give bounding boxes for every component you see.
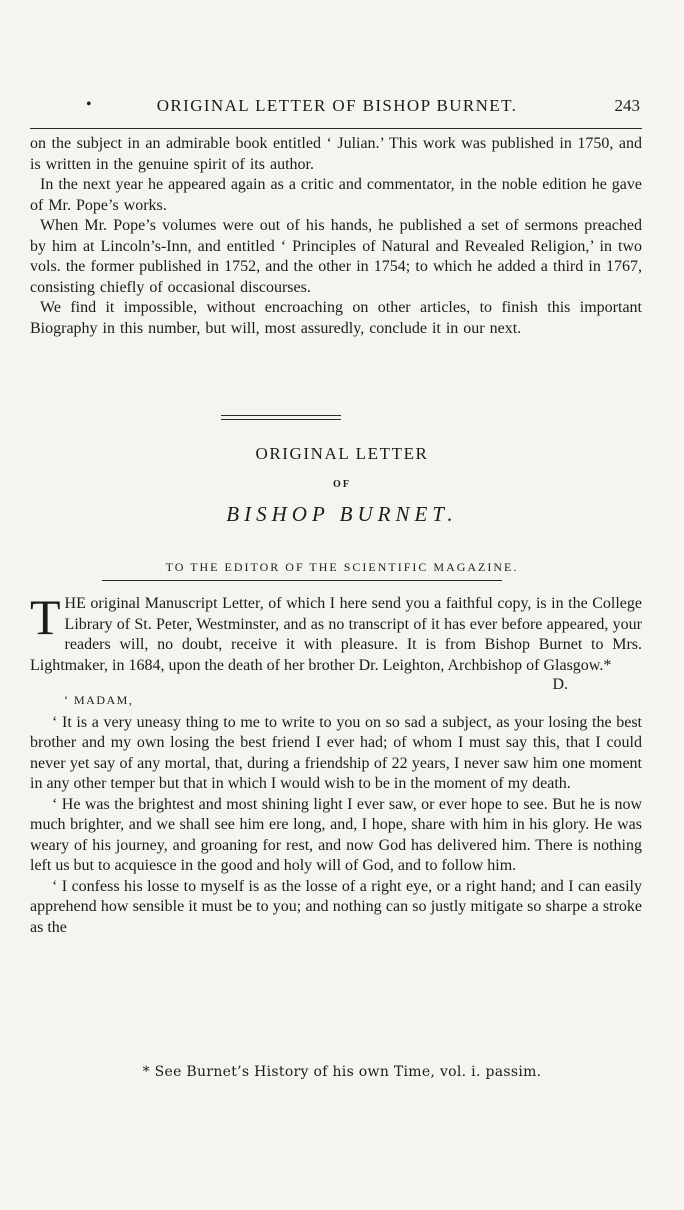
dedication-rule xyxy=(102,580,502,581)
section-divider xyxy=(221,415,341,420)
running-head-dot: • xyxy=(86,96,92,113)
letter-paragraph: ‘ He was the brightest and most shining light I ever saw, or ever hope to see. But he is now much brighter, and we shall see him ere long, and, I hope, share with him in his glory. He was weary of his journey, and groaning for rest, and now God has delivered him. There is nothing left us but to acquiesce in the good and holy will of God, and to follow him. xyxy=(30,795,642,874)
intro-paragraph: on the subject in an admirable book entitled ‘ Julian.’ This work was published in 1750, and is written in the genuine spirit of its author. xyxy=(30,135,642,173)
letter-paragraph: ‘ I confess his losse to myself is as the losse of a right eye, or a right hand; and I can easily apprehend how sensible it must be to you; and nothing can so justly mitigate so sharpe a stroke as the xyxy=(30,877,642,936)
intro-paragraph: We find it impossible, without encroaching on other articles, to finish this important Biography in this number, but will, most assuredly, conclude it in our next. xyxy=(30,299,642,337)
editor-note xyxy=(30,589,642,694)
footnote: * See Burnet’s History of his own Time, vol. i. passim. xyxy=(142,1064,542,1080)
article-title-of: OF xyxy=(333,479,351,490)
intro-paragraph: When Mr. Pope’s volumes were out of his hands, he published a set of sermons preached by him at Lincoln’s-Inn, and entitled ‘ Principles of Natural and Revealed Religion,’ in two vols. the former published in 1752, and the other in 1754; to which he added a third in 1767, consisting chiefly of occasional discourses. xyxy=(30,217,642,296)
editor-signature: D. xyxy=(552,676,568,693)
running-head-title: ORIGINAL LETTER OF BISHOP BURNET. xyxy=(156,96,518,115)
page-number: 243 xyxy=(614,96,640,115)
letter-salutation: ‘ MADAM, xyxy=(64,693,134,707)
dedication-line: TO THE EDITOR OF THE SCIENTIFIC MAGAZINE. xyxy=(165,560,519,574)
header-rule xyxy=(30,128,642,129)
intro-text xyxy=(30,134,642,339)
intro-paragraph: In the next year he appeared again as a critic and commentator, in the noble edition he gave of Mr. Pope’s works. xyxy=(30,176,642,214)
article-title-line1: ORIGINAL LETTER xyxy=(255,444,429,463)
editor-note-text: HE original Manuscript Letter, of which I here send you a faithful copy, is in the College Library of St. Peter, Westminster, and as no transcript of it has ever before appeared, your readers will, no doubt, receive it with pleasure. It is from Bishop Burnet to Mrs. Lightmaker, in 1684, upon the death of her brother Dr. Leighton, Archbishop of Glasgow.* xyxy=(30,595,642,674)
article-title-line2: BISHOP BURNET. xyxy=(226,502,458,526)
running-head xyxy=(30,96,644,118)
letter-paragraph: ‘ It is a very uneasy thing to me to write to you on so sad a subject, as your losing the best brother and my own losing the best friend I ever had; of whom I must say this, that I could never yet say of any mortal, that, during a friendship of 22 years, I never saw him one moment in any other temper but that in which I would wish to be in the moment of my death. xyxy=(30,713,642,792)
letter-body xyxy=(30,690,642,938)
drop-cap: T xyxy=(30,589,61,645)
